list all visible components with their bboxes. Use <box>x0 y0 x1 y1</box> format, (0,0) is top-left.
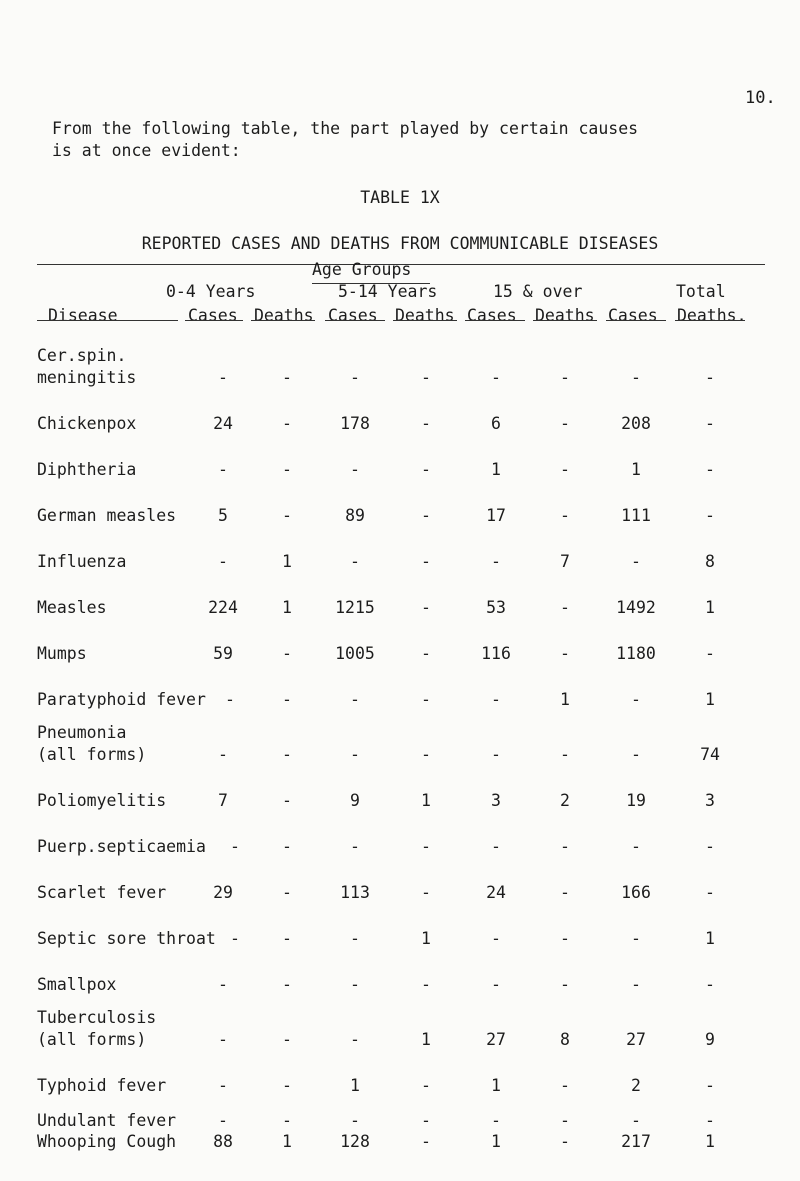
cell-cases-0-4: - <box>230 929 240 948</box>
cell-cases-5-14: - <box>350 745 360 764</box>
cell-deaths-5-14: - <box>421 368 431 387</box>
cell-deaths-0-4: - <box>282 414 292 433</box>
cell-deaths-0-4: - <box>282 929 292 948</box>
disease-name <box>37 1007 156 1051</box>
cell-deaths-0-4: - <box>282 837 292 856</box>
cell-cases-15-over: 116 <box>481 644 511 663</box>
rule-deaths-15-over <box>533 320 597 321</box>
cell-cases-5-14: 178 <box>340 414 370 433</box>
subhead-deaths-0-4: Deaths <box>254 306 314 325</box>
disease-name: Influenza <box>37 552 127 571</box>
cell-deaths-5-14: - <box>421 745 431 764</box>
cell-deaths-5-14: - <box>421 506 431 525</box>
subhead-deaths-total: Deaths. <box>677 306 747 325</box>
group-heading-0-4: 0-4 Years <box>166 282 256 301</box>
rule-cases-total <box>606 320 666 321</box>
disease-name-line: meningitis <box>37 368 137 387</box>
table-number: TABLE 1X <box>360 188 440 207</box>
cell-cases-15-over: - <box>491 929 501 948</box>
cell-cases-5-14: 1 <box>350 1076 360 1095</box>
disease-name-line: (all forms) <box>37 745 147 764</box>
cell-deaths-total: 1 <box>705 929 715 948</box>
cell-deaths-total: - <box>705 460 715 479</box>
table-row <box>0 459 800 509</box>
cell-deaths-5-14: - <box>421 690 431 709</box>
cell-cases-15-over: 17 <box>486 506 506 525</box>
cell-deaths-total: - <box>705 975 715 994</box>
cell-cases-total: 19 <box>626 791 646 810</box>
cell-cases-15-over: 27 <box>486 1030 506 1049</box>
cell-cases-15-over: 3 <box>491 791 501 810</box>
disease-name <box>37 345 136 389</box>
cell-deaths-0-4: - <box>282 506 292 525</box>
disease-name: Undulant fever <box>37 1111 177 1130</box>
disease-name: Diphtheria <box>37 460 137 479</box>
disease-name: Measles <box>37 598 107 617</box>
cell-deaths-15-over: 7 <box>560 552 570 571</box>
cell-cases-total: - <box>631 837 641 856</box>
rule-cases-15-over <box>465 320 525 321</box>
cell-deaths-total: 1 <box>705 690 715 709</box>
cell-deaths-0-4: - <box>282 791 292 810</box>
cell-cases-total: - <box>631 552 641 571</box>
disease-heading: Disease <box>48 306 118 325</box>
disease-name: Smallpox <box>37 975 117 994</box>
cell-cases-15-over: - <box>491 552 501 571</box>
cell-cases-total: 1180 <box>616 644 656 663</box>
disease-name-line: (all forms) <box>37 1030 147 1049</box>
cell-cases-total: 1492 <box>616 598 656 617</box>
subhead-cases-15-over: Cases <box>467 306 517 325</box>
table-row <box>0 597 800 647</box>
cell-cases-15-over: 24 <box>486 883 506 902</box>
disease-name: Poliomyelitis <box>37 791 167 810</box>
cell-deaths-total: - <box>705 368 715 387</box>
disease-name-line: Tuberculosis <box>37 1008 157 1027</box>
cell-cases-15-over: 1 <box>491 1132 501 1151</box>
table-row <box>0 928 800 978</box>
cell-deaths-15-over: - <box>560 745 570 764</box>
cell-deaths-total: 3 <box>705 791 715 810</box>
cell-cases-0-4: - <box>218 368 228 387</box>
cell-deaths-0-4: - <box>282 745 292 764</box>
disease-name-line: Pneumonia <box>37 723 127 742</box>
cell-deaths-15-over: 8 <box>560 1030 570 1049</box>
cell-deaths-15-over: - <box>560 837 570 856</box>
table-row <box>0 836 800 886</box>
cell-deaths-0-4: - <box>282 690 292 709</box>
cell-deaths-0-4: 1 <box>282 598 292 617</box>
group-heading-15-over: 15 & over <box>493 282 583 301</box>
cell-cases-0-4: - <box>218 460 228 479</box>
cell-cases-5-14: - <box>350 837 360 856</box>
cell-deaths-0-4: 1 <box>282 552 292 571</box>
cell-cases-0-4: - <box>218 552 228 571</box>
cell-cases-15-over: - <box>491 690 501 709</box>
cell-cases-5-14: - <box>350 1111 360 1130</box>
cell-deaths-0-4: - <box>282 883 292 902</box>
cell-deaths-5-14: - <box>421 460 431 479</box>
table-row <box>0 413 800 463</box>
page-number: 10. <box>745 88 776 108</box>
cell-cases-15-over: - <box>491 368 501 387</box>
disease-name: Paratyphoid fever <box>37 690 206 709</box>
cell-cases-total: 27 <box>626 1030 646 1049</box>
cell-deaths-5-14: - <box>421 644 431 663</box>
intro-line: is at once evident: <box>52 141 241 160</box>
cell-deaths-5-14: 1 <box>421 1030 431 1049</box>
cell-deaths-5-14: - <box>421 598 431 617</box>
age-groups-heading: Age Groups <box>312 260 412 279</box>
cell-deaths-total: 9 <box>705 1030 715 1049</box>
cell-deaths-0-4: - <box>282 1030 292 1049</box>
cell-cases-0-4: - <box>218 975 228 994</box>
cell-cases-total: - <box>631 368 641 387</box>
cell-deaths-0-4: - <box>282 644 292 663</box>
cell-cases-total: 1 <box>631 460 641 479</box>
cell-cases-5-14: - <box>350 1030 360 1049</box>
cell-cases-5-14: 1005 <box>335 644 375 663</box>
rule-deaths-total <box>675 320 745 321</box>
cell-cases-total: 111 <box>621 506 651 525</box>
cell-deaths-15-over: 1 <box>560 690 570 709</box>
cell-deaths-total: 1 <box>705 598 715 617</box>
cell-deaths-total: - <box>705 506 715 525</box>
cell-deaths-0-4: - <box>282 1111 292 1130</box>
cell-deaths-15-over: - <box>560 975 570 994</box>
cell-deaths-5-14: - <box>421 552 431 571</box>
cell-cases-5-14: - <box>350 929 360 948</box>
rule-deaths-0-4 <box>251 320 315 321</box>
cell-deaths-total: - <box>705 1076 715 1095</box>
cell-cases-total: - <box>631 929 641 948</box>
disease-name <box>37 722 146 766</box>
cell-cases-5-14: 9 <box>350 791 360 810</box>
disease-name: Septic sore throat <box>37 929 216 948</box>
cell-cases-total: 208 <box>621 414 651 433</box>
rule-cases-0-4 <box>185 320 243 321</box>
cell-cases-5-14: - <box>350 975 360 994</box>
disease-name: Scarlet fever <box>37 883 167 902</box>
subhead-cases-total: Cases <box>608 306 658 325</box>
cell-deaths-15-over: - <box>560 883 570 902</box>
cell-deaths-15-over: - <box>560 506 570 525</box>
disease-name: Mumps <box>37 644 87 663</box>
cell-cases-15-over: 1 <box>491 460 501 479</box>
disease-name: Whooping Cough <box>37 1132 177 1151</box>
cell-deaths-15-over: - <box>560 1076 570 1095</box>
subhead-deaths-15-over: Deaths <box>535 306 595 325</box>
cell-deaths-5-14: - <box>421 1076 431 1095</box>
cell-cases-total: - <box>631 745 641 764</box>
cell-deaths-15-over: - <box>560 1111 570 1130</box>
subhead-cases-0-4: Cases <box>188 306 238 325</box>
cell-deaths-15-over: - <box>560 598 570 617</box>
table-row <box>0 882 800 932</box>
cell-cases-total: - <box>631 1111 641 1130</box>
table-title: REPORTED CASES AND DEATHS FROM COMMUNICABLE DISEASES <box>141 234 659 253</box>
cell-deaths-15-over: - <box>560 1132 570 1151</box>
cell-deaths-15-over: - <box>560 929 570 948</box>
table-row <box>0 1008 800 1079</box>
cell-deaths-0-4: - <box>282 460 292 479</box>
cell-deaths-5-14: - <box>421 883 431 902</box>
table-row <box>0 551 800 601</box>
cell-cases-0-4: 7 <box>218 791 228 810</box>
intro-paragraph <box>52 118 638 162</box>
cell-cases-5-14: 113 <box>340 883 370 902</box>
cell-cases-5-14: - <box>350 368 360 387</box>
cell-deaths-15-over: - <box>560 644 570 663</box>
table-row <box>0 790 800 840</box>
cell-deaths-0-4: - <box>282 368 292 387</box>
cell-deaths-5-14: - <box>421 975 431 994</box>
table-row <box>0 1131 800 1181</box>
cell-deaths-5-14: - <box>421 837 431 856</box>
group-heading-total: Total <box>676 282 726 301</box>
cell-cases-5-14: - <box>350 552 360 571</box>
table-row <box>0 643 800 693</box>
cell-deaths-total: 8 <box>705 552 715 571</box>
cell-cases-0-4: 29 <box>213 883 233 902</box>
table-row <box>0 346 800 417</box>
cell-cases-5-14: 1215 <box>335 598 375 617</box>
cell-deaths-total: - <box>705 1111 715 1130</box>
cell-cases-15-over: - <box>491 745 501 764</box>
cell-cases-15-over: 53 <box>486 598 506 617</box>
cell-cases-15-over: - <box>491 975 501 994</box>
cell-cases-0-4: 224 <box>208 598 238 617</box>
cell-deaths-15-over: - <box>560 414 570 433</box>
cell-deaths-5-14: - <box>421 414 431 433</box>
intro-line: From the following table, the part played by certain causes <box>52 119 639 138</box>
rule-deaths-5-14 <box>393 320 457 321</box>
cell-cases-0-4: - <box>218 1076 228 1095</box>
cell-cases-5-14: 128 <box>340 1132 370 1151</box>
disease-name: German measles <box>37 506 177 525</box>
subhead-deaths-5-14: Deaths <box>395 306 455 325</box>
cell-deaths-0-4: - <box>282 1076 292 1095</box>
cell-cases-0-4: - <box>218 1030 228 1049</box>
cell-cases-5-14: - <box>350 460 360 479</box>
disease-name: Puerp.septicaemia <box>37 837 206 856</box>
cell-deaths-0-4: 1 <box>282 1132 292 1151</box>
cell-cases-15-over: 6 <box>491 414 501 433</box>
cell-cases-15-over: - <box>491 837 501 856</box>
cell-cases-5-14: - <box>350 690 360 709</box>
cell-cases-0-4: - <box>230 837 240 856</box>
cell-deaths-total: - <box>705 414 715 433</box>
cell-cases-total: - <box>631 690 641 709</box>
cell-deaths-15-over: 2 <box>560 791 570 810</box>
rule-cases-5-14 <box>325 320 385 321</box>
cell-cases-total: 217 <box>621 1132 651 1151</box>
disease-name-line: Cer.spin. <box>37 346 127 365</box>
rule-disease <box>37 320 178 321</box>
cell-cases-0-4: 88 <box>213 1132 233 1151</box>
cell-cases-total: - <box>631 975 641 994</box>
subhead-cases-5-14: Cases <box>328 306 378 325</box>
disease-name: Chickenpox <box>37 414 137 433</box>
cell-cases-0-4: - <box>225 690 235 709</box>
group-heading-5-14: 5-14 Years <box>338 282 438 301</box>
cell-deaths-5-14: - <box>421 1132 431 1151</box>
cell-cases-15-over: 1 <box>491 1076 501 1095</box>
cell-deaths-total: - <box>705 883 715 902</box>
cell-deaths-5-14: - <box>421 1111 431 1130</box>
cell-cases-total: 166 <box>621 883 651 902</box>
cell-deaths-total: - <box>705 837 715 856</box>
cell-cases-0-4: 24 <box>213 414 233 433</box>
cell-cases-0-4: 5 <box>218 506 228 525</box>
cell-cases-total: 2 <box>631 1076 641 1095</box>
cell-cases-0-4: 59 <box>213 644 233 663</box>
cell-cases-5-14: 89 <box>345 506 365 525</box>
cell-cases-0-4: - <box>218 1111 228 1130</box>
cell-deaths-total: 1 <box>705 1132 715 1151</box>
cell-cases-15-over: - <box>491 1111 501 1130</box>
cell-deaths-0-4: - <box>282 975 292 994</box>
disease-name: Typhoid fever <box>37 1076 167 1095</box>
cell-deaths-total: 74 <box>700 745 720 764</box>
cell-deaths-15-over: - <box>560 368 570 387</box>
cell-deaths-5-14: 1 <box>421 929 431 948</box>
cell-cases-0-4: - <box>218 745 228 764</box>
cell-deaths-total: - <box>705 644 715 663</box>
cell-deaths-5-14: 1 <box>421 791 431 810</box>
table-row <box>0 505 800 555</box>
table-row <box>0 723 800 794</box>
cell-deaths-15-over: - <box>560 460 570 479</box>
